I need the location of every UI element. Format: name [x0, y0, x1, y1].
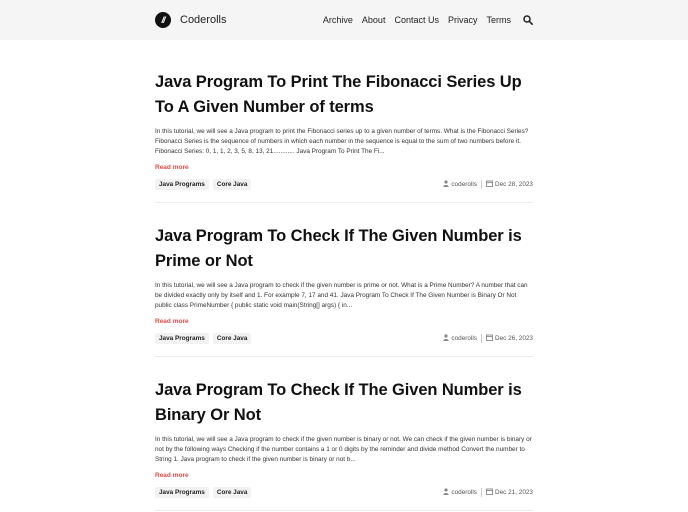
read-more-link[interactable]: Read more — [155, 471, 189, 479]
site-header — [0, 0, 688, 40]
post-title[interactable]: Java Program To Check If The Given Number is Prime or Not — [155, 227, 522, 270]
post-card — [155, 203, 533, 357]
post-title[interactable]: Java Program To Print The Fibonacci Series Up To A Given Number of terms — [155, 73, 522, 116]
calendar-icon — [486, 334, 493, 343]
post-info — [443, 180, 533, 189]
post-title[interactable]: Java Program To Check If The Given Number is Binary Or Not — [155, 381, 522, 424]
post-author[interactable]: coderolls — [451, 488, 477, 496]
post-meta — [155, 333, 533, 344]
site-logo[interactable] — [155, 12, 226, 28]
tag-core-java[interactable]: Core Java — [213, 333, 252, 344]
logo-icon: // — [155, 12, 171, 28]
tag-java-programs[interactable]: Java Programs — [155, 487, 209, 498]
meta-divider — [481, 180, 482, 189]
post-list — [155, 40, 533, 511]
post-info — [443, 488, 533, 497]
post-excerpt: In this tutorial, we will see a Java program to check if the given number is prime or not. What is a Prime Number? A number that can be divided exactly only by itself and 1. For example 7, 17 and 41. Java Program To Check If The Given Number is Binary Or Not public class PrimeNumber { public static void main(String[] args) { in... — [155, 282, 528, 310]
nav-archive[interactable]: Archive — [322, 15, 353, 25]
read-more-link[interactable]: Read more — [155, 163, 189, 171]
post-author[interactable]: coderolls — [451, 180, 477, 188]
post-excerpt: In this tutorial, we will see a Java program to check if the given number is binary or not. We can check if the given number is binary or not by the following ways Checking if the number contains a 1 or 0 digits by the reminder and divide method Convert the number to String 1. Java program to check if the given number is binary or not b... — [155, 436, 532, 464]
user-icon — [443, 180, 449, 189]
post-meta — [155, 179, 533, 190]
tag-java-programs[interactable]: Java Programs — [155, 333, 209, 344]
read-more-link[interactable]: Read more — [155, 317, 189, 325]
nav-about[interactable]: About — [361, 15, 386, 25]
post-meta — [155, 487, 533, 498]
nav-privacy[interactable]: Privacy — [447, 15, 478, 25]
calendar-icon — [486, 180, 493, 189]
post-date: Dec 28, 2023 — [494, 180, 533, 188]
user-icon — [443, 488, 449, 497]
search-icon[interactable] — [523, 15, 533, 25]
post-info — [443, 334, 533, 343]
tag-core-java[interactable]: Core Java — [213, 487, 252, 498]
tag-core-java[interactable]: Core Java — [213, 179, 252, 190]
post-date: Dec 21, 2023 — [494, 488, 533, 496]
post-card — [155, 357, 533, 511]
post-excerpt: In this tutorial, we will see a Java program to print the Fibonacci series up to a given number of terms. What is the Fibonacci Series? Fibonacci Series is the sequence of numbers in which each number in the sequence is equal to the sum of two numbers before it. Fibonacci Series: 0, 1, 1, 2, 3, 5, 8, 13, 21............ Java Program To Print The Fi... — [155, 128, 529, 156]
site-name: Coderolls — [180, 14, 227, 26]
meta-divider — [481, 488, 482, 497]
main-nav — [323, 15, 533, 25]
calendar-icon — [486, 488, 493, 497]
post-date: Dec 26, 2023 — [494, 334, 533, 342]
user-icon — [443, 334, 449, 343]
nav-contact-us[interactable]: Contact Us — [394, 15, 439, 25]
nav-terms[interactable]: Terms — [486, 15, 511, 25]
post-card — [155, 40, 533, 203]
post-author[interactable]: coderolls — [451, 334, 477, 342]
meta-divider — [481, 334, 482, 343]
tag-java-programs[interactable]: Java Programs — [155, 179, 209, 190]
